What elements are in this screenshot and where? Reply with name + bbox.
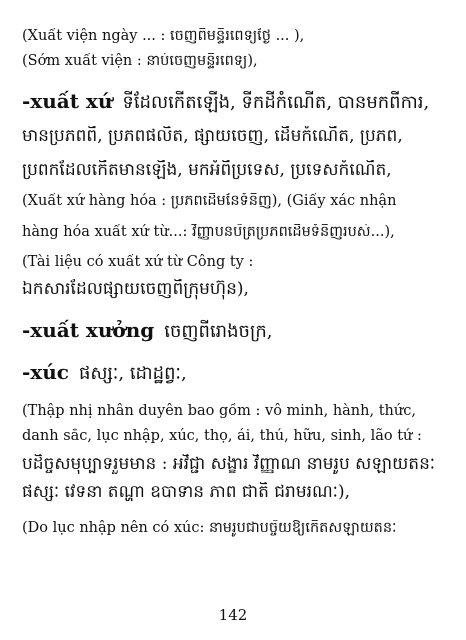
definition-line: ប្រពកដែលកើតមានឡើង, មកអំពីប្រទេស, ប្រទេសកំណើត,: [22, 159, 392, 180]
entry-definition: ទីដែលកើតឡើង, ទីកដីកំណើត, បានមកពីការ,: [122, 91, 430, 113]
entry-xuc: [22, 360, 448, 385]
example-twelve-links: (Thập nhị nhân duyên bao gồm : vô minh, hành, thức,: [22, 402, 416, 419]
example-document-origin: (Tài liệu có xuất xứ từ Công ty :: [22, 253, 254, 270]
example-translation-cont: ផស្សៈ វេទនា តណ្ហា ឧបាទាន ភាព ជាតិ ជរាមរណៈ),: [22, 482, 351, 503]
example-six-senses: (Do lục nhập nên có xúc: នាមរូបជាបច្ច័យឱ្យកើតសឡាយតនៈ: [22, 520, 397, 537]
example-early-discharge: (Sớm xuất viện : នាប់ចេញមន្ទីរពេទ្យ),: [22, 53, 258, 70]
entry-definition: ផស្សៈ, ដោដ្ឋព្វៈ,: [78, 363, 187, 385]
definition-line: មានប្រភពពី, ប្រភពផលិត, ផ្សាយចេញ, ដើមកំណើត, ប្រភព,: [22, 126, 403, 147]
entry-headword: -xúc: [22, 360, 69, 385]
example-twelve-links-cont: danh sắc, lục nhập, xúc, thọ, ái, thủ, hữu, sinh, lão tử :: [22, 428, 422, 445]
dictionary-page: [22, 28, 448, 538]
entry-xuat-xuong: [22, 318, 448, 343]
example-translation: ឯកសារដែលផ្សាយចេញពីក្រុមហ៊ុន),: [22, 279, 249, 300]
example-translation: បដិច្ចសមុប្បាទរួមមាន : អវិជ្ជា សង្ខារ វិញ្ញាណ នាមរូប សឡាយតនៈ: [22, 453, 436, 474]
example-discharge-date: (Xuất viện ngày ... : ចេញពីមន្ទីរពេទ្យថ្ងៃ ... ),: [22, 28, 305, 44]
entry-xuat-xu: [22, 89, 448, 114]
example-certificate: hàng hóa xuất xứ từ...: វិញ្ញាបនប័ត្រប្រភពដើមទំនិញរបស់...),: [22, 223, 395, 240]
entry-definition: ចេញពីរោងចក្រ,: [164, 320, 273, 342]
example-goods-origin: (Xuất xứ hàng hóa : ប្រភពដើមនៃទំនិញ), (Giấy xác nhận: [22, 193, 397, 210]
entry-headword: -xuất xưởng: [22, 317, 155, 342]
entry-headword: -xuất xứ: [22, 88, 113, 113]
page-number: 142: [218, 606, 248, 624]
